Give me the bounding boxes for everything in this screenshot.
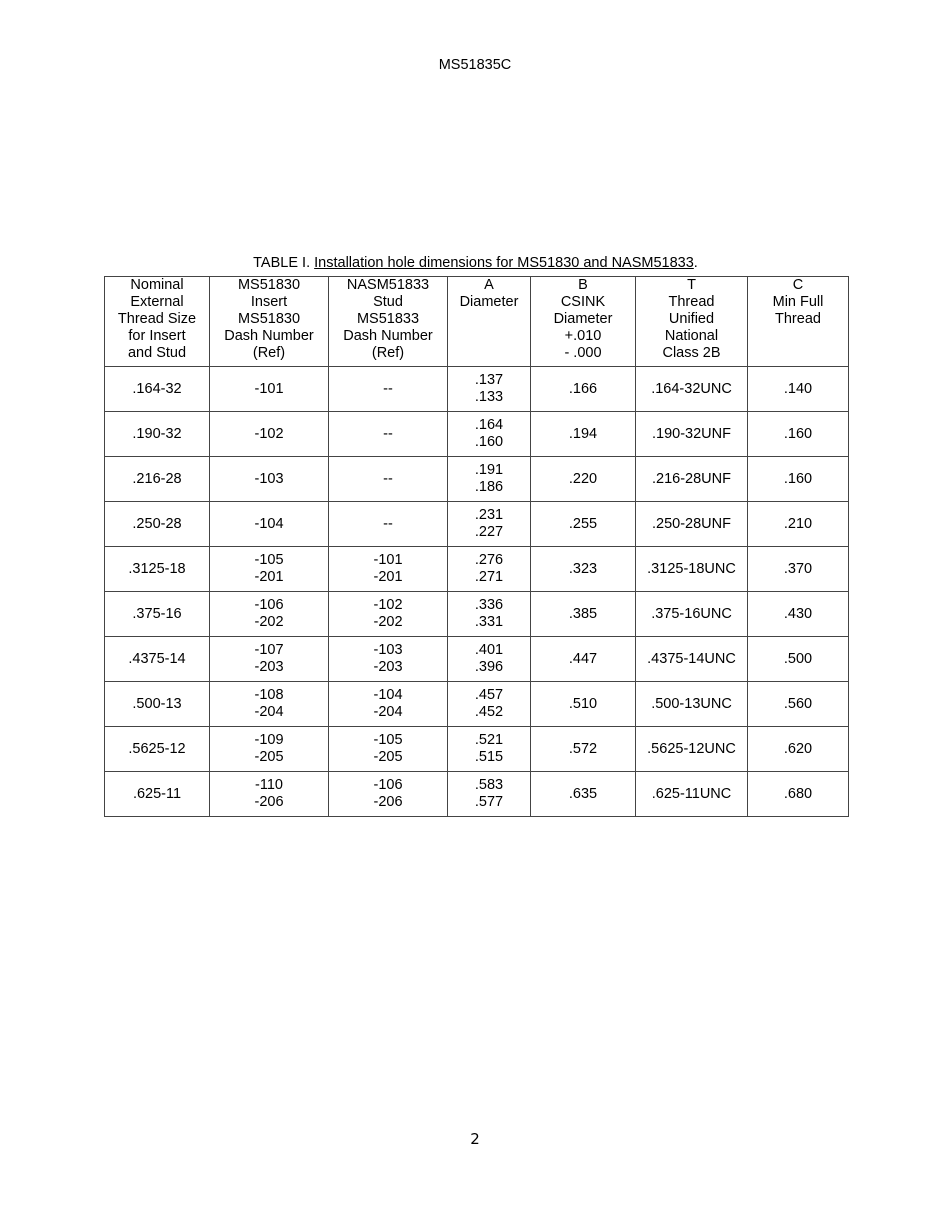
cell-csink-b — [531, 592, 636, 637]
cell-insert-dash — [210, 412, 329, 457]
cell-min-thread-c — [748, 457, 849, 502]
column-header-line: Class 2B — [662, 345, 721, 361]
cell-value: .3125-18 — [128, 560, 186, 577]
cell-value: .430 — [783, 605, 813, 622]
cell-value: .255 — [568, 515, 598, 532]
cell-value: -103 — [254, 470, 284, 487]
cell-value: .220 — [568, 470, 598, 487]
cell-csink-b — [531, 457, 636, 502]
column-header-diameter-a — [448, 277, 531, 367]
cell-value: .560 — [783, 695, 813, 712]
cell-value: .137 — [474, 372, 504, 388]
cell-value: .572 — [568, 740, 598, 757]
cell-value: .164 — [474, 417, 504, 433]
cell-stud-dash — [329, 502, 448, 547]
cell-insert-dash — [210, 502, 329, 547]
cell-value: .250-28UNF — [652, 515, 731, 532]
cell-value: .375-16 — [132, 605, 182, 622]
cell-value: .3125-18UNC — [647, 560, 736, 577]
cell-thread-t — [636, 367, 748, 412]
cell-value: .140 — [783, 380, 813, 397]
table-row — [105, 457, 849, 502]
cell-csink-b — [531, 412, 636, 457]
cell-value: .401 — [474, 642, 504, 658]
cell-value: .521 — [474, 732, 504, 748]
cell-value: -105 — [254, 552, 284, 568]
cell-value: -206 — [373, 794, 403, 810]
cell-insert-dash — [210, 727, 329, 772]
cell-value: .625-11 — [132, 785, 182, 802]
column-header-line: NASM51833 — [346, 277, 430, 293]
cell-min-thread-c — [748, 727, 849, 772]
cell-thread-t — [636, 682, 748, 727]
cell-diameter-a — [448, 367, 531, 412]
table-caption — [104, 255, 847, 271]
cell-thread-t — [636, 727, 748, 772]
cell-thread-size — [105, 367, 210, 412]
cell-value: .216-28UNF — [652, 470, 731, 487]
cell-value: -106 — [373, 777, 403, 793]
column-header-line: MS51830 — [237, 311, 301, 327]
column-header-line: Unified — [668, 311, 715, 327]
cell-min-thread-c — [748, 367, 849, 412]
cell-value: -203 — [373, 659, 403, 675]
cell-value: -204 — [373, 704, 403, 720]
cell-value: .216-28 — [132, 470, 182, 487]
column-header-line: and Stud — [127, 345, 187, 361]
cell-insert-dash — [210, 772, 329, 817]
cell-value: .500-13 — [132, 695, 182, 712]
column-header-line: (Ref) — [252, 345, 286, 361]
column-header-line: +.010 — [564, 328, 602, 344]
table-row — [105, 682, 849, 727]
cell-stud-dash — [329, 412, 448, 457]
cell-thread-size — [105, 727, 210, 772]
column-header-line: CSINK — [560, 294, 606, 310]
cell-value: .510 — [568, 695, 598, 712]
cell-value: -102 — [254, 425, 284, 442]
table-caption-prefix: TABLE I. — [253, 255, 311, 271]
cell-value: .452 — [474, 704, 504, 720]
column-header-line: Stud — [373, 294, 403, 310]
column-header-line: A — [484, 277, 494, 293]
table-row — [105, 502, 849, 547]
column-header-thread-size — [105, 277, 210, 367]
cell-insert-dash — [210, 637, 329, 682]
cell-stud-dash — [329, 367, 448, 412]
column-header-line: Thread — [775, 311, 821, 327]
cell-thread-t — [636, 637, 748, 682]
cell-value: .396 — [474, 659, 504, 675]
cell-value: .515 — [474, 749, 504, 765]
column-header-line: for Insert — [128, 328, 186, 344]
cell-value: -101 — [373, 552, 403, 568]
cell-thread-size — [105, 547, 210, 592]
table-row — [105, 547, 849, 592]
cell-value: -- — [383, 515, 393, 532]
cell-value: -206 — [254, 794, 284, 810]
column-header-line: National — [664, 328, 719, 344]
cell-value: .331 — [474, 614, 504, 630]
cell-diameter-a — [448, 637, 531, 682]
table-row — [105, 637, 849, 682]
cell-value: .457 — [474, 687, 504, 703]
cell-thread-t — [636, 502, 748, 547]
cell-value: -205 — [373, 749, 403, 765]
cell-value: -104 — [254, 515, 284, 532]
cell-value: .160 — [783, 425, 813, 442]
cell-csink-b — [531, 367, 636, 412]
cell-min-thread-c — [748, 682, 849, 727]
cell-value: -203 — [254, 659, 284, 675]
column-header-csink-b — [531, 277, 636, 367]
column-header-stud-dash — [329, 277, 448, 367]
column-header-line: Min Full — [772, 294, 824, 310]
table-row — [105, 592, 849, 637]
cell-stud-dash — [329, 772, 448, 817]
column-header-line: (Ref) — [371, 345, 405, 361]
header-row — [105, 277, 849, 367]
column-header-line: External — [130, 294, 184, 310]
cell-value: .271 — [474, 569, 504, 585]
cell-stud-dash — [329, 592, 448, 637]
cell-insert-dash — [210, 547, 329, 592]
cell-value: .620 — [783, 740, 813, 757]
cell-thread-size — [105, 682, 210, 727]
cell-diameter-a — [448, 772, 531, 817]
cell-thread-size — [105, 592, 210, 637]
cell-csink-b — [531, 682, 636, 727]
cell-min-thread-c — [748, 592, 849, 637]
cell-thread-t — [636, 772, 748, 817]
cell-thread-size — [105, 772, 210, 817]
cell-value: -109 — [254, 732, 284, 748]
table-caption-title: Installation hole dimensions for MS51830 and NASM51833 — [314, 255, 694, 271]
cell-diameter-a — [448, 502, 531, 547]
cell-value: .231 — [474, 507, 504, 523]
cell-value: .210 — [783, 515, 813, 532]
column-header-line: - .000 — [564, 345, 602, 361]
table-body — [105, 367, 849, 817]
cell-insert-dash — [210, 592, 329, 637]
table-row — [105, 412, 849, 457]
cell-value: .323 — [568, 560, 598, 577]
document-id: MS51835C — [438, 57, 512, 73]
cell-value: .186 — [474, 479, 504, 495]
table-row — [105, 727, 849, 772]
cell-value: .133 — [474, 389, 504, 405]
cell-thread-t — [636, 592, 748, 637]
column-header-line: MS51833 — [356, 311, 420, 327]
cell-diameter-a — [448, 457, 531, 502]
column-header-line: T — [687, 277, 696, 293]
cell-value: .190-32 — [132, 425, 182, 442]
table-row — [105, 367, 849, 412]
cell-insert-dash — [210, 457, 329, 502]
cell-value: .5625-12UNC — [647, 740, 736, 757]
cell-csink-b — [531, 547, 636, 592]
cell-value: .164-32UNC — [651, 380, 732, 397]
cell-value: .276 — [474, 552, 504, 568]
installation-hole-table — [104, 276, 849, 817]
cell-value: -108 — [254, 687, 284, 703]
cell-value: -110 — [255, 777, 283, 793]
cell-min-thread-c — [748, 412, 849, 457]
cell-value: .160 — [783, 470, 813, 487]
cell-value: -- — [383, 425, 393, 442]
cell-min-thread-c — [748, 637, 849, 682]
cell-value: .164-32 — [132, 380, 182, 397]
table-row — [105, 772, 849, 817]
cell-value: .4375-14 — [128, 650, 186, 667]
cell-value: -- — [383, 380, 393, 397]
cell-thread-t — [636, 547, 748, 592]
cell-value: .191 — [474, 462, 504, 478]
cell-csink-b — [531, 502, 636, 547]
cell-stud-dash — [329, 547, 448, 592]
cell-value: .190-32UNF — [652, 425, 731, 442]
cell-stud-dash — [329, 637, 448, 682]
cell-value: .5625-12 — [128, 740, 186, 757]
cell-value: -202 — [373, 614, 403, 630]
cell-value: -104 — [373, 687, 403, 703]
column-header-line: B — [578, 277, 588, 293]
cell-thread-size — [105, 457, 210, 502]
cell-thread-size — [105, 637, 210, 682]
cell-value: .680 — [783, 785, 813, 802]
column-header-line: C — [792, 277, 804, 293]
cell-stud-dash — [329, 727, 448, 772]
cell-value: -204 — [254, 704, 284, 720]
cell-insert-dash — [210, 682, 329, 727]
cell-min-thread-c — [748, 502, 849, 547]
cell-value: .577 — [474, 794, 504, 810]
cell-value: -- — [383, 470, 393, 487]
cell-value: -201 — [373, 569, 403, 585]
cell-value: .625-11UNC — [651, 785, 732, 802]
column-header-line: MS51830 — [237, 277, 301, 293]
cell-value: .250-28 — [132, 515, 182, 532]
cell-value: -107 — [254, 642, 284, 658]
column-header-line: Nominal — [130, 277, 184, 293]
cell-diameter-a — [448, 682, 531, 727]
cell-csink-b — [531, 772, 636, 817]
cell-value: -103 — [373, 642, 403, 658]
column-header-line: Thread — [668, 294, 715, 310]
cell-thread-t — [636, 412, 748, 457]
cell-value: -106 — [254, 597, 284, 613]
cell-value: .160 — [474, 434, 504, 450]
column-header-thread-t — [636, 277, 748, 367]
table-header — [105, 277, 849, 367]
column-header-line: Insert — [250, 294, 288, 310]
column-header-line: Dash Number — [343, 328, 433, 344]
column-header-line: Diameter — [553, 311, 613, 327]
cell-value: -205 — [254, 749, 284, 765]
cell-value: -201 — [254, 569, 284, 585]
cell-insert-dash — [210, 367, 329, 412]
page-number: 2 — [470, 1130, 480, 1148]
cell-stud-dash — [329, 682, 448, 727]
cell-value: .500-13UNC — [651, 695, 732, 712]
cell-value: .166 — [568, 380, 598, 397]
cell-min-thread-c — [748, 772, 849, 817]
table-caption-suffix: . — [693, 255, 698, 271]
cell-min-thread-c — [748, 547, 849, 592]
cell-value: .635 — [568, 785, 598, 802]
column-header-line: Diameter — [459, 294, 519, 310]
column-header-insert-dash — [210, 277, 329, 367]
cell-diameter-a — [448, 727, 531, 772]
cell-csink-b — [531, 637, 636, 682]
cell-value: .583 — [474, 777, 504, 793]
cell-value: -101 — [254, 380, 284, 397]
cell-value: .336 — [474, 597, 504, 613]
cell-diameter-a — [448, 547, 531, 592]
cell-stud-dash — [329, 457, 448, 502]
cell-value: .500 — [783, 650, 813, 667]
cell-value: -202 — [254, 614, 284, 630]
cell-value: .370 — [783, 560, 813, 577]
cell-thread-t — [636, 457, 748, 502]
cell-value: .375-16UNC — [651, 605, 732, 622]
cell-thread-size — [105, 412, 210, 457]
cell-value: -105 — [373, 732, 403, 748]
cell-value: .227 — [474, 524, 504, 540]
cell-csink-b — [531, 727, 636, 772]
cell-value: -102 — [373, 597, 403, 613]
column-header-line: Dash Number — [224, 328, 314, 344]
cell-value: .4375-14UNC — [647, 650, 736, 667]
cell-value: .385 — [568, 605, 598, 622]
column-header-min-thread-c — [748, 277, 849, 367]
cell-diameter-a — [448, 592, 531, 637]
cell-diameter-a — [448, 412, 531, 457]
cell-value: .194 — [568, 425, 598, 442]
column-header-line: Thread Size — [117, 311, 197, 327]
cell-thread-size — [105, 502, 210, 547]
cell-value: .447 — [568, 650, 598, 667]
